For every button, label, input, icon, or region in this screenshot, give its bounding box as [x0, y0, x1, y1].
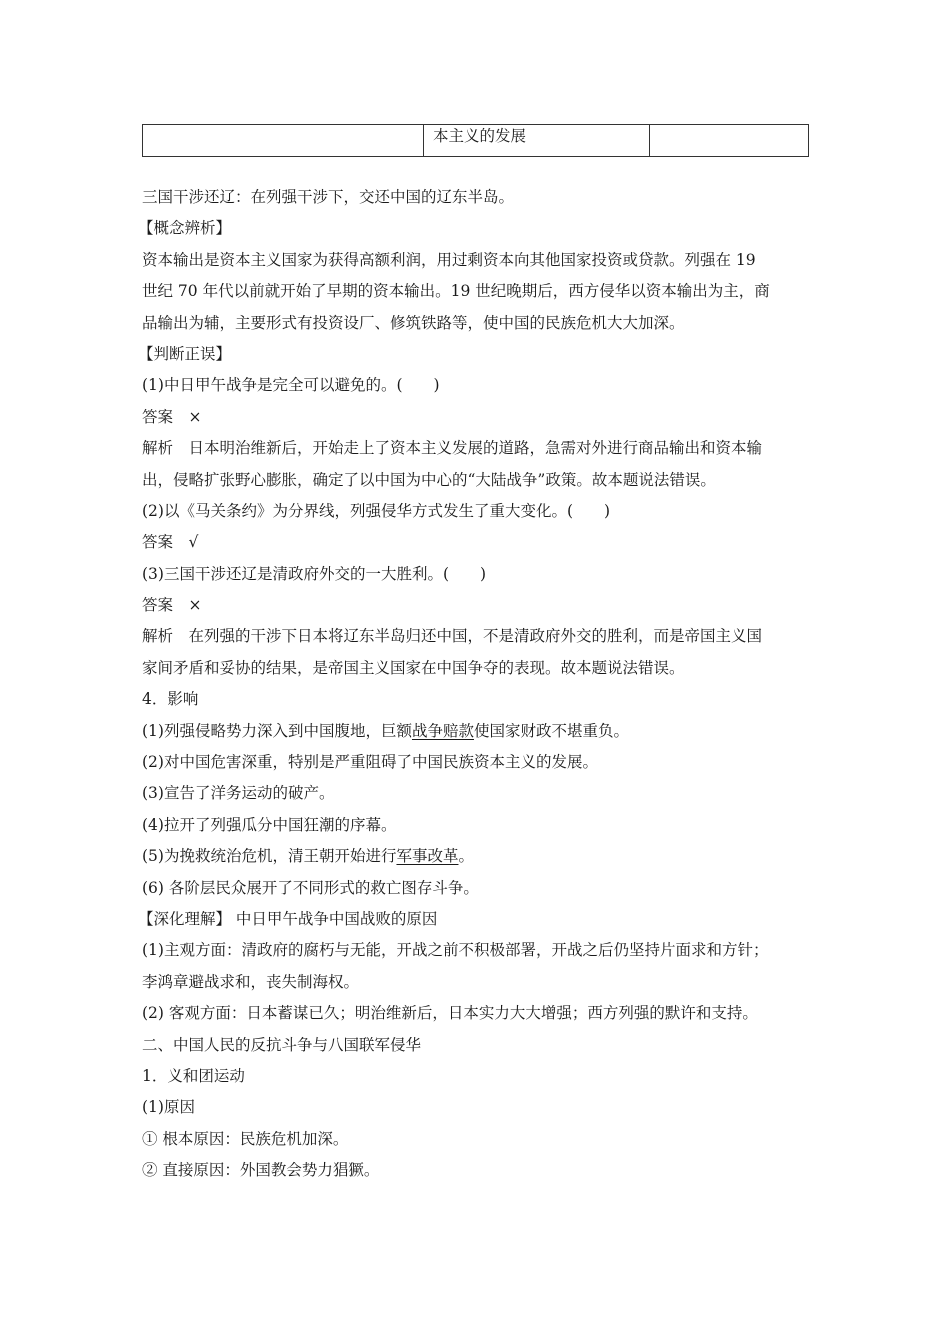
- boxer-cause-2: ② 直接原因：外国教会势力猖獗。: [142, 1161, 380, 1180]
- deepen-1-line-2: 李鸿章避战求和，丧失制海权。: [142, 972, 360, 991]
- impact-6: (6) 各阶层民众展开了不同形式的救亡图存斗争。: [142, 878, 479, 897]
- concept-heading: 【概念辨析】: [138, 219, 232, 238]
- concept-line-3: 品输出为辅，主要形式有投资设厂、修筑铁路等，使中国的民族危机大大加深。: [142, 313, 685, 332]
- underlined-term: 军事改革: [396, 847, 459, 866]
- three-powers-note: 三国干涉还辽：在列强干涉下，交还中国的辽东半岛。: [142, 188, 515, 206]
- table-cell: [143, 125, 424, 157]
- impact-heading: 4．影响: [142, 690, 199, 709]
- judge-e3-line-1: 解析 在列强的干涉下日本将辽东半岛归还中国，不是清政府外交的胜利，而是帝国主义国: [142, 627, 763, 646]
- continued-table: [142, 124, 809, 157]
- text-span: 使国家财政不堪重负。: [473, 721, 629, 740]
- table-cell: [650, 125, 809, 157]
- impact-4: (4)拉开了列强瓜分中国狂潮的序幕。: [142, 815, 397, 834]
- impact-2: (2)对中国危害深重，特别是严重阻碍了中国民族资本主义的发展。: [142, 753, 598, 772]
- document-body: [138, 182, 834, 1187]
- underlined-term: 战争赔款: [411, 721, 474, 740]
- table-row: [143, 125, 809, 157]
- deepen-2: (2) 客观方面：日本蓄谋已久；明治维新后，日本实力大大增强；西方列强的默许和支持。: [142, 1004, 758, 1023]
- impact-5: [142, 841, 834, 872]
- text-span: (5)为挽救统治危机，清王朝开始进行: [142, 847, 397, 866]
- judge-a1: 答案 ×: [142, 407, 202, 426]
- judge-q2: (2)以《马关条约》为分界线，列强侵华方式发生了重大变化。( ): [142, 501, 611, 520]
- judge-q1: (1)中日甲午战争是完全可以避免的。( ): [142, 376, 440, 395]
- judge-q3: (3)三国干涉还辽是清政府外交的一大胜利。( ): [142, 564, 487, 583]
- boxer-cause-1: ① 根本原因：民族危机加深。: [142, 1129, 349, 1148]
- deepen-heading: 【深化理解】 中日甲午战争中国战败的原因: [138, 909, 438, 928]
- text-span: (1)列强侵略势力深入到中国腹地，巨额: [142, 721, 412, 740]
- boxer-heading: 1．义和团运动: [142, 1066, 245, 1085]
- section-2-heading: 二、中国人民的反抗斗争与八国联军侵华: [142, 1035, 422, 1054]
- judge-a3: 答案 ×: [142, 596, 202, 615]
- table-cell: 本主义的发展: [424, 125, 650, 157]
- deepen-1-line-1: (1)主观方面：清政府的腐朽与无能，开战之前不积极部署，开战之后仍坚持片面求和方针；: [142, 941, 769, 960]
- text-span: 。: [458, 847, 474, 866]
- judge-a2: 答案 √: [142, 533, 199, 552]
- boxer-cause-heading: (1)原因: [142, 1098, 195, 1117]
- judge-e1-line-1: 解析 日本明治维新后，开始走上了资本主义发展的道路，急需对外进行商品输出和资本输: [142, 439, 763, 458]
- judge-e3-line-2: 家间矛盾和妥协的结果，是帝国主义国家在中国争夺的表现。故本题说法错误。: [142, 658, 685, 677]
- judge-e1-line-2: 出，侵略扩张野心膨胀，确定了以中国为中心的“大陆战争”政策。故本题说法错误。: [142, 470, 716, 489]
- judge-heading: 【判断正误】: [138, 344, 232, 363]
- concept-line-2: 世纪 70 年代以前就开始了早期的资本输出。19 世纪晚期后，西方侵华以资本输出为主，商: [142, 282, 770, 301]
- impact-3: (3)宣告了洋务运动的破产。: [142, 784, 335, 803]
- impact-1: [142, 716, 834, 747]
- concept-line-1: 资本输出是资本主义国家为获得高额利润，用过剩资本向其他国家投资或贷款。列强在 19: [142, 250, 756, 269]
